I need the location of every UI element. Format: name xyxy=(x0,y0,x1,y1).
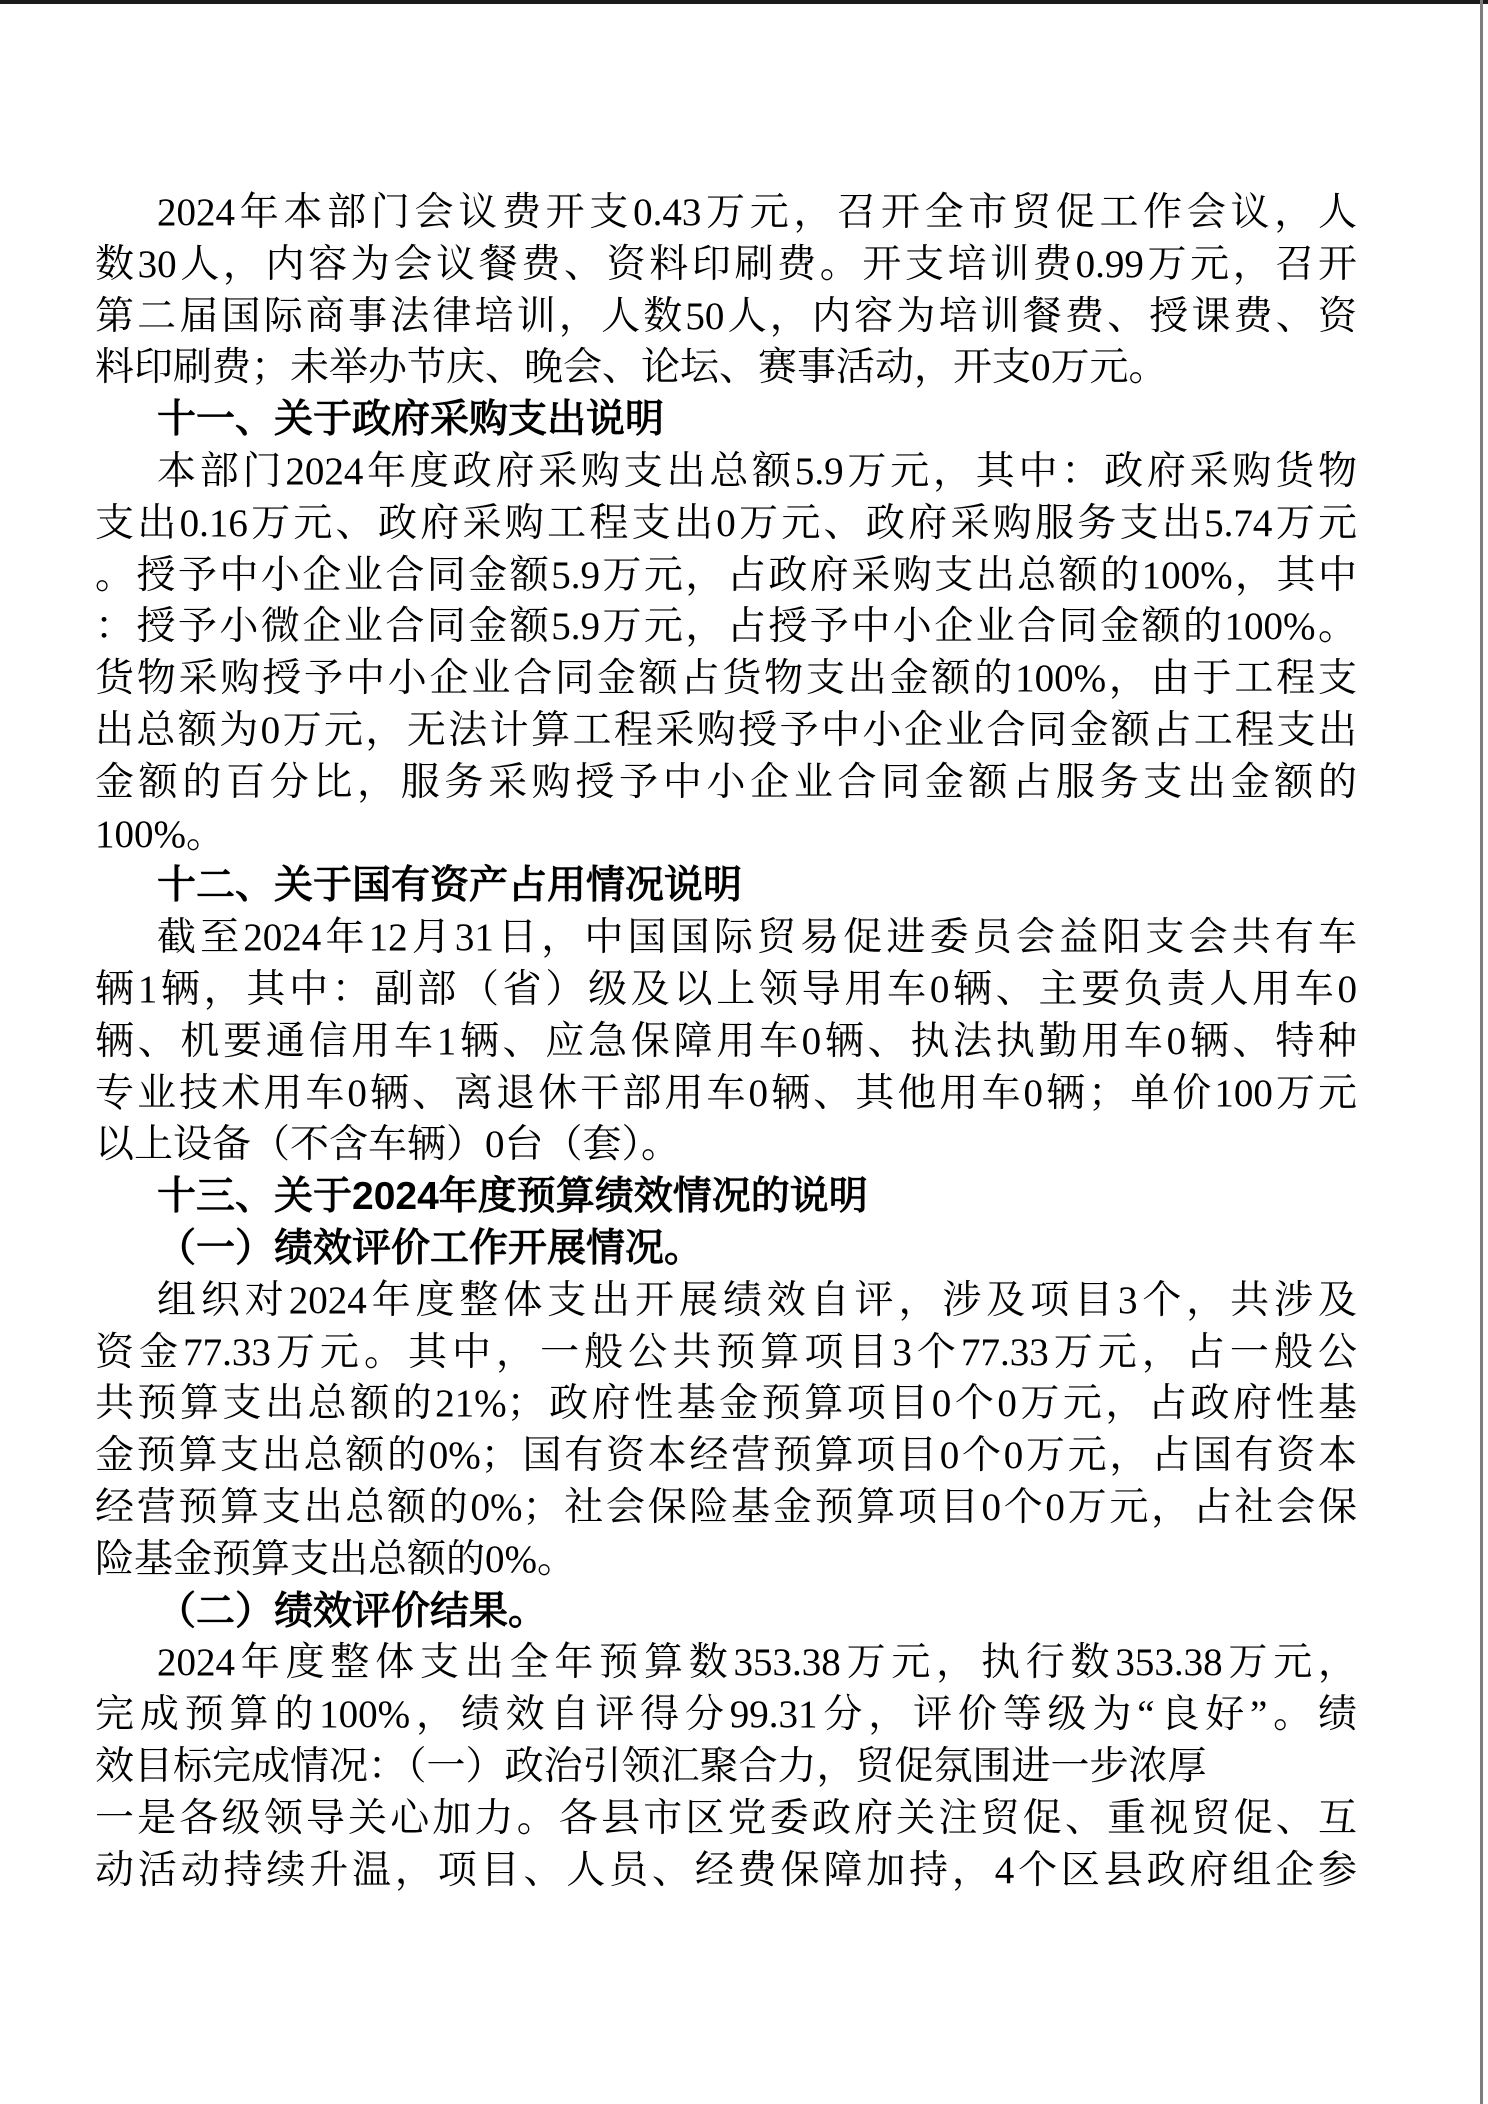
text-line-22: 组织对2024年度整体支出开展绩效自评，涉及项目3个，共涉及 xyxy=(157,1278,1357,1322)
text-line-6: 本部门2024年度政府采购支出总额5.9万元，其中：政府采购货物 xyxy=(157,449,1357,493)
section-heading-12: 十二、关于国有资产占用情况说明 xyxy=(157,864,743,908)
text-line-1: 2024年本部门会议费开支0.43万元，召开全市贸促工作会议，人 xyxy=(157,191,1357,234)
text-line-12: 金额的百分比，服务采购授予中小企业合同金额占服务支出金额的 xyxy=(95,760,1357,804)
text-line-11: 出总额为0万元，无法计算工程采购授予中小企业合同金额占工程支出 xyxy=(95,708,1357,752)
text-line-15: 截至2024年12月31日，中国国际贸易促进委员会益阳支会共有车 xyxy=(157,916,1357,960)
text-line-2: 数30人，内容为会议餐费、资料印刷费。开支培训费0.99万元，召开 xyxy=(95,242,1357,286)
text-line-3: 第二届国际商事法律培训，人数50人，内容为培训餐费、授课费、资 xyxy=(95,294,1357,338)
text-line-24: 共预算支出总额的21%；政府性基金预算项目0个0万元，占政府性基 xyxy=(95,1382,1357,1426)
text-line-16: 辆1辆，其中：副部（省）级及以上领导用车0辆、主要负责人用车0 xyxy=(95,967,1357,1011)
document-text-block xyxy=(95,187,1357,1896)
text-line-27: 险基金预算支出总额的0%。 xyxy=(95,1537,576,1581)
text-line-8: 。授予中小企业合同金额5.9万元，占政府采购支出总额的100%，其中 xyxy=(95,553,1357,597)
section-heading-13: 十三、关于2024年度预算绩效情况的说明 xyxy=(157,1175,868,1219)
text-line-19: 以上设备（不含车辆）0台（套）。 xyxy=(95,1123,681,1167)
text-line-26: 经营预算支出总额的0%；社会保险基金预算项目0个0万元，占社会保 xyxy=(95,1485,1357,1529)
text-line-32: 一是各级领导关心加力。各县市区党委政府关注贸促、重视贸促、互 xyxy=(95,1796,1357,1840)
text-line-23: 资金77.33万元。其中，一般公共预算项目3个77.33万元，占一般公 xyxy=(95,1330,1357,1374)
text-line-25: 金预算支出总额的0%；国有资本经营预算项目0个0万元，占国有资本 xyxy=(95,1434,1357,1478)
text-line-17: 辆、机要通信用车1辆、应急保障用车0辆、执法执勤用车0辆、特种 xyxy=(95,1019,1357,1063)
text-line-7: 支出0.16万元、政府采购工程支出0万元、政府采购服务支出5.74万元 xyxy=(95,501,1357,545)
section-heading-11: 十一、关于政府采购支出说明 xyxy=(157,398,665,442)
text-line-13: 100%。 xyxy=(95,812,225,856)
sub-heading-2: （二）绩效评价结果。 xyxy=(157,1589,548,1633)
text-line-33: 动活动持续升温，项目、人员、经费保障加持，4个区县政府组企参 xyxy=(95,1848,1357,1892)
text-line-18: 专业技术用车0辆、离退休干部用车0辆、其他用车0辆；单价100万元 xyxy=(95,1071,1357,1115)
text-line-29: 2024年度整体支出全年预算数353.38万元，执行数353.38万元， xyxy=(157,1641,1357,1685)
text-line-10: 货物采购授予中小企业合同金额占货物支出金额的100%，由于工程支 xyxy=(95,657,1357,701)
text-line-30: 完成预算的100%，绩效自评得分99.31分，评价等级为“良好”。绩 xyxy=(95,1693,1357,1737)
text-line-4: 料印刷费；未举办节庆、晚会、论坛、赛事活动，开支0万元。 xyxy=(95,346,1168,390)
text-line-31: 效目标完成情况：（一）政治引领汇聚合力，贸促氛围进一步浓厚 xyxy=(95,1744,1207,1788)
sub-heading-1: （一）绩效评价工作开展情况。 xyxy=(157,1226,704,1270)
page-top-border xyxy=(0,0,1488,4)
page-right-edge xyxy=(1480,0,1483,2104)
text-line-9: ：授予小微企业合同金额5.9万元，占授予中小企业合同金额的100%。 xyxy=(95,605,1357,649)
